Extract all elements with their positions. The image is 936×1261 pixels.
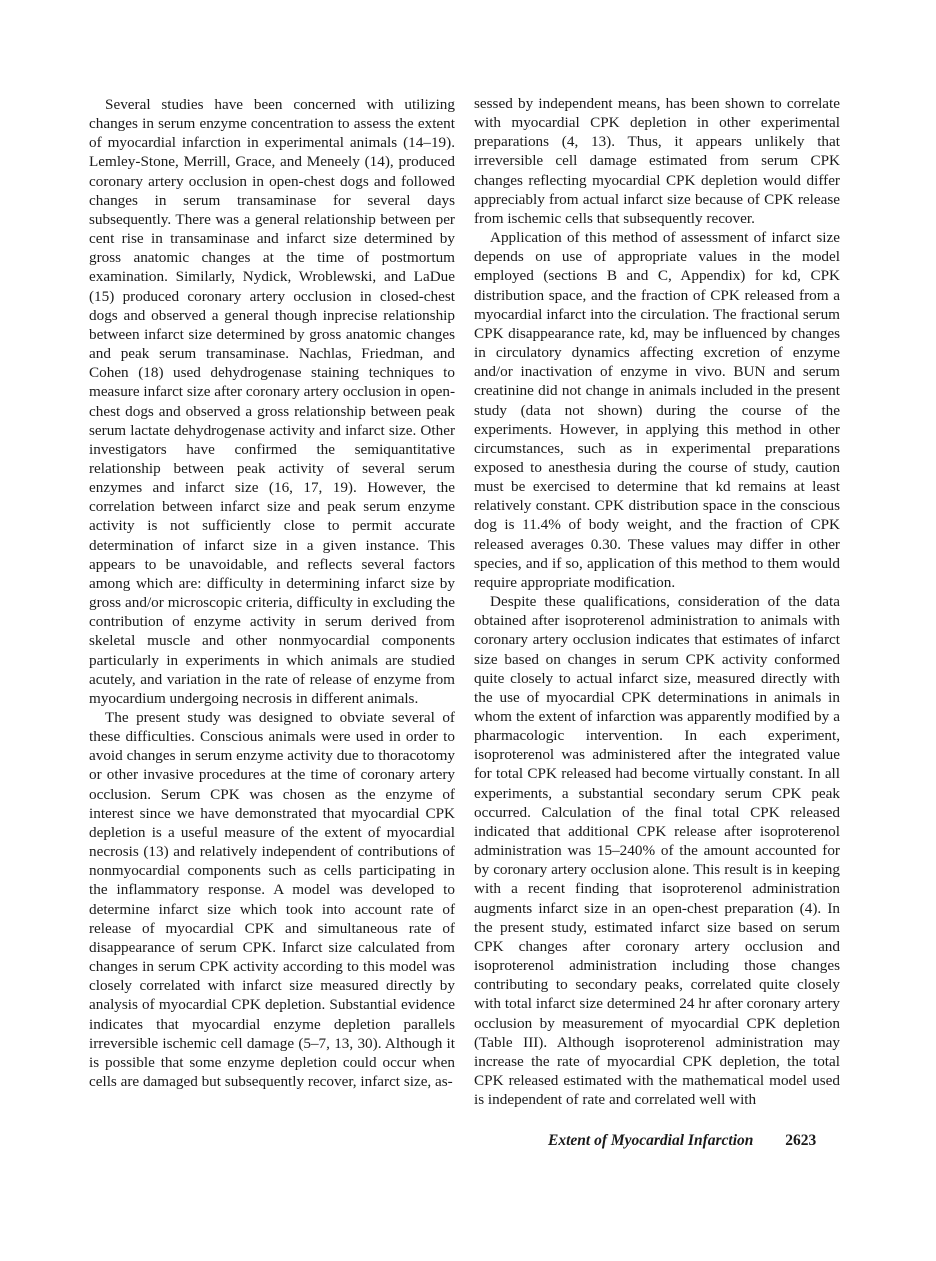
running-title: Extent of Myocardial Infarction [548,1132,754,1149]
page-footer [548,1131,848,1151]
right-column [474,94,840,1109]
paragraph-present-study: The present study was designed to obviate several of these difficulties. Conscious animals were used in order to avoid changes in serum enzyme activity due to thoracotomy or other invasive procedures at the time of coronary artery occlusion. Serum CPK was chosen as the enzyme of interest since we have demonstrated that myocardial CPK depletion is a useful measure of the extent of myocardial necrosis (13) and relatively independent of contributions of nonmyocardial components such as cells participating in the inflammatory response. A model was developed to determine infarct size which took into account rate of release of myocardial CPK and simultaneous rate of disappearance of serum CPK. Infarct size calculated from changes in serum CPK activity according to this model was closely correlated with infarct size measured directly by analysis of myocardial CPK depletion. Substantial evidence indicates that myocardial enzyme depletion parallels irreversible ischemic cell damage (5–7, 13, 30). Although it is possible that some enzyme depletion could occur when cells are damaged but subsequently recover, infarct size, as- [89,709,455,1090]
paragraph-application: Application of this method of assessment of infarct size depends on use of appropriate values in the model employed (sections B and C, Appendix) for kd, CPK distribution space, and the fraction of CPK released from a myocardial infarct into the circulation. The fractional serum CPK disappearance rate, kd, may be influenced by changes in circulatory dynamics affecting excretion of enzyme and/or inactivation of enzyme in vivo. BUN and serum creatinine did not change in animals included in the present study (data not shown) during the course of the experiments. However, in applying this method in other circumstances, such as in experimental preparations exposed to anesthesia during the course of study, caution must be exercised to determine that kd remains at least relatively constant. CPK distribution space in the conscious dog is 11.4% of body weight, and the fraction of CPK released averages 0.30. These values may differ in other species, and if so, application of this method to them would require appropriate modification. [474,229,840,591]
page-number: 2623 [785,1132,817,1149]
paragraph-continued: sessed by independent means, has been shown to correlate with myocardial CPK depletion in other experimental preparations (4, 13). Thus, it appears unlikely that irreversible cell damage estimated from serum CPK changes reflecting myocardial CPK depletion would differ appreciably from actual infarct size because of CPK release from ischemic cells that subsequently recover. [474,95,840,227]
paragraph-prior-studies: Several studies have been concerned with utilizing changes in serum enzyme concentration to assess the extent of myocardial infarction in experimental animals (14–19). Lemley-Stone, Merrill, Grace, and Meneely (14), produced coronary artery occlusion in open-chest dogs and followed changes in serum transaminase for several days subsequently. There was a general relationship between per cent rise in transaminase and infarct size determined by gross anatomic changes at the time of postmortum examination. Similarly, Nydick, Wroblewski, and LaDue (15) produced coronary artery occlusion in closed-chest dogs and observed a general though inprecise relationship between infarct size determined by gross anatomic changes and peak serum transaminase. Nachlas, Friedman, and Cohen (18) used dehydrogenase staining techniques to measure infarct size after coronary artery occlusion in open-chest dogs and observed a gross relationship between peak serum lactate dehydrogenase activity and infarct size. Other investigators have confirmed the semiquantitative relationship between peak activity of several serum enzymes and infarct size (16, 17, 19). However, the correlation between infarct size and peak serum enzyme activity is not sufficiently close to permit accurate determination of infarct size in a given instance. This appears to be unavoidable, and reflects several factors among which are: difficulty in determining infarct size by gross and/or microscopic criteria, difficulty in excluding the contribution of enzyme activity in serum derived from skeletal muscle and other nonmyocardial components particularly in experiments in which animals are studied acutely, and variation in the rate of release of enzyme from myocardium undergoing necrosis in different animals. [89,96,456,707]
paragraph-qualifications: Despite these qualifications, consideration of the data obtained after isoproterenol administration to animals with coronary artery occlusion indicates that estimates of infarct size based on changes in serum CPK activity conformed quite closely to actual infarct size, measured directly with the use of myocardial CPK determinations in animals in whom the extent of infarction was apparently modified by a pharmacologic intervention. In each experiment, isoproterenol was administered after the integrated value for total CPK released had become virtually constant. In all experiments, a substantial secondary serum CPK peak occurred. Calculation of the final total CPK released indicated that additional CPK release after isoproterenol administration was 15–240% of the amount accounted for by coronary artery occlusion alone. This result is in keeping with a recent finding that isoproterenol administration augments infarct size in an open-chest preparation (4). In the present study, estimated infarct size based on serum CPK changes after coronary artery occlusion and isoproterenol administration including those changes contributing to secondary peaks, correlated quite closely with total infarct size determined 24 hr after coronary artery occlusion by measurement of myocardial CPK depletion (Table III). Although isoproterenol administration may increase the rate of myocardial CPK depletion, the total CPK released estimated with the mathematical model used is independent of rate and correlated well with [474,593,840,1109]
left-column [89,95,455,1091]
